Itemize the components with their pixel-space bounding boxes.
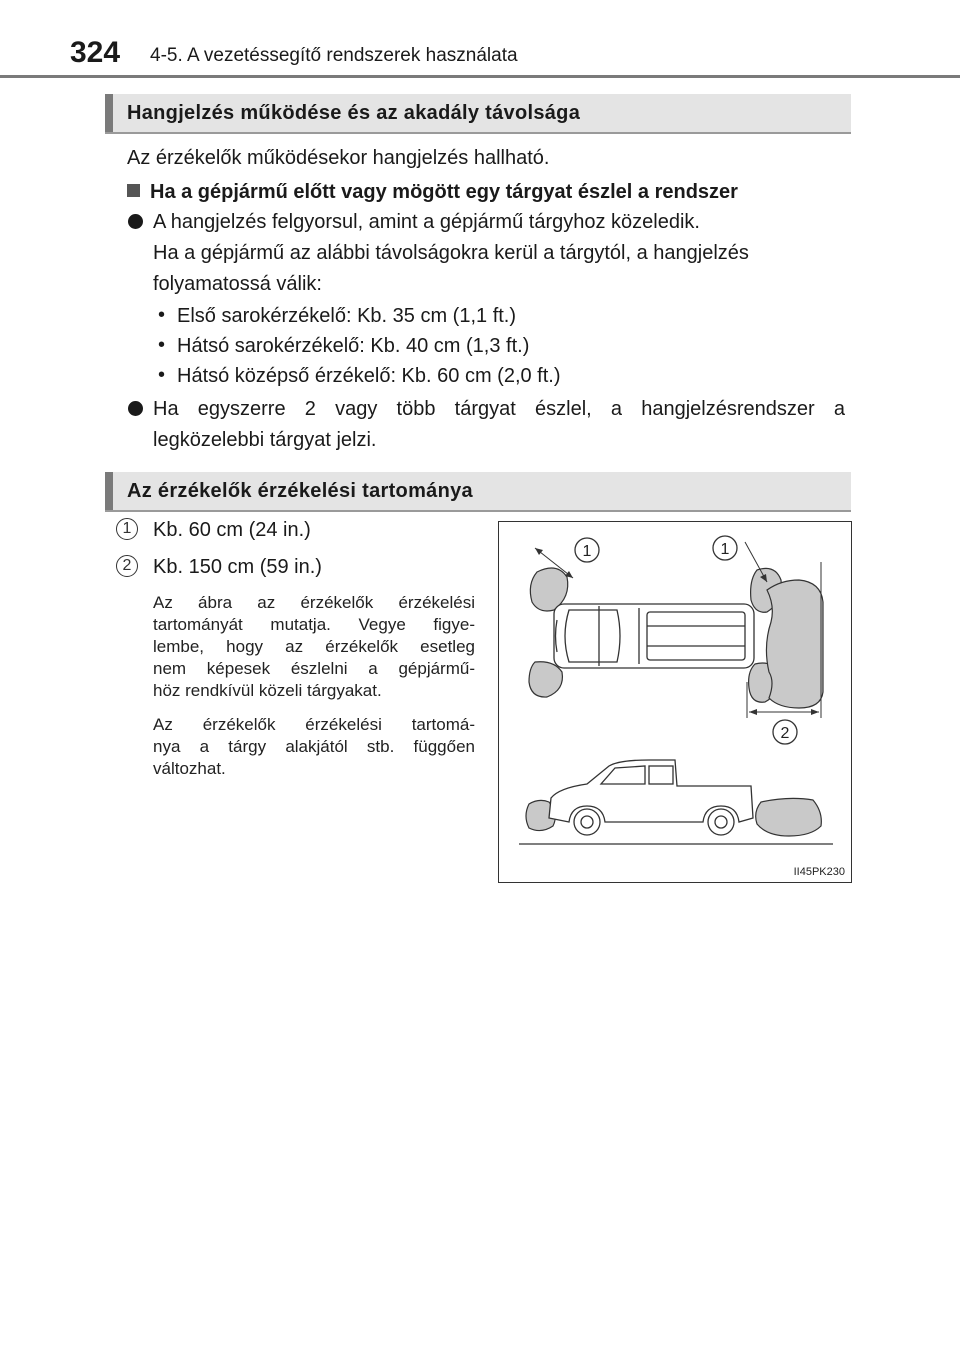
side-rear-zone (756, 798, 822, 836)
callout-label-2: 2 (780, 725, 790, 742)
note-2 (153, 714, 475, 780)
distance-item: Hátsó középső érzékelő: Kb. 60 cm (2,0 ft.) (177, 365, 561, 387)
truck-side-view (549, 760, 753, 835)
point1-line1: A hangjelzés felgyorsul, amint a gépjármű tárgyhoz közeledik. (153, 211, 700, 233)
sensor-range-figure (498, 521, 852, 883)
note-line: tartományát mutatja. Vegye figye- (153, 615, 475, 634)
point1-line3: folyamatossá válik: (153, 273, 322, 295)
header-rule (0, 75, 960, 78)
distance-item: Első sarokérzékelő: Kb. 35 cm (1,1 ft.) (177, 305, 517, 327)
figure-code: II45PK230 (793, 866, 845, 878)
range-item-1: Kb. 60 cm (24 in.) (153, 519, 311, 541)
section-title: Hangjelzés működése és az akadály távolsága (127, 102, 581, 124)
square-bullet-icon (127, 184, 140, 197)
front-right-zone (529, 662, 562, 697)
callout-label-1b: 1 (720, 541, 730, 558)
page-number: 324 (70, 36, 121, 69)
note-line: höz rendkívül közeli tárgyakat. (153, 681, 382, 700)
intro-text: Az érzékelők működésekor hangjelzés hallható. (127, 147, 550, 169)
bullet-icon: • (158, 334, 166, 356)
point2-line2: legközelebbi tárgyat jelzi. (153, 429, 377, 451)
round-bullet-icon (128, 401, 143, 416)
section-accent (105, 94, 113, 132)
point1-line2: Ha a gépjármű az alábbi távolságokra kerül a tárgytól, a hangjelzés (153, 242, 749, 264)
note-line: nem képesek észlelni a gépjármű- (153, 659, 475, 678)
callout-marker-1: 1 (116, 518, 138, 540)
bullet-icon: • (158, 304, 166, 326)
bullet-icon: • (158, 364, 166, 386)
section-title: Az érzékelők érzékelési tartománya (127, 480, 473, 502)
section-accent (105, 472, 113, 510)
note-line: változhat. (153, 759, 226, 778)
round-bullet-icon (128, 214, 143, 229)
subheading (127, 177, 738, 207)
sensor-diagram (499, 522, 851, 882)
note-1 (153, 592, 475, 702)
note-line: nya a tárgy alakjától stb. függően (153, 737, 475, 756)
running-title: 4-5. A vezetéssegítő rendszerek használata (150, 45, 518, 66)
subheading-text: Ha a gépjármű előtt vagy mögött egy tárgyat észlel a rendszer (150, 181, 738, 203)
note-line: Az ábra az érzékelők érzékelési (153, 593, 475, 612)
truck-top-view (554, 604, 754, 668)
callout-label-1: 1 (582, 543, 592, 560)
distance-item: Hátsó sarokérzékelő: Kb. 40 cm (1,3 ft.) (177, 335, 530, 357)
section-heading-sound (105, 94, 851, 134)
point2-line1: Ha egyszerre 2 vagy több tárgyat észlel, a hangjelzésrendszer a (153, 398, 845, 420)
rear-center-zone (766, 580, 823, 708)
callout-marker-2: 2 (116, 555, 138, 577)
note-line: lembe, hogy az érzékelők esetleg (153, 637, 475, 656)
section-heading-range (105, 472, 851, 512)
range-item-2: Kb. 150 cm (59 in.) (153, 556, 322, 578)
note-line: Az érzékelők érzékelési tartomá- (153, 715, 475, 734)
